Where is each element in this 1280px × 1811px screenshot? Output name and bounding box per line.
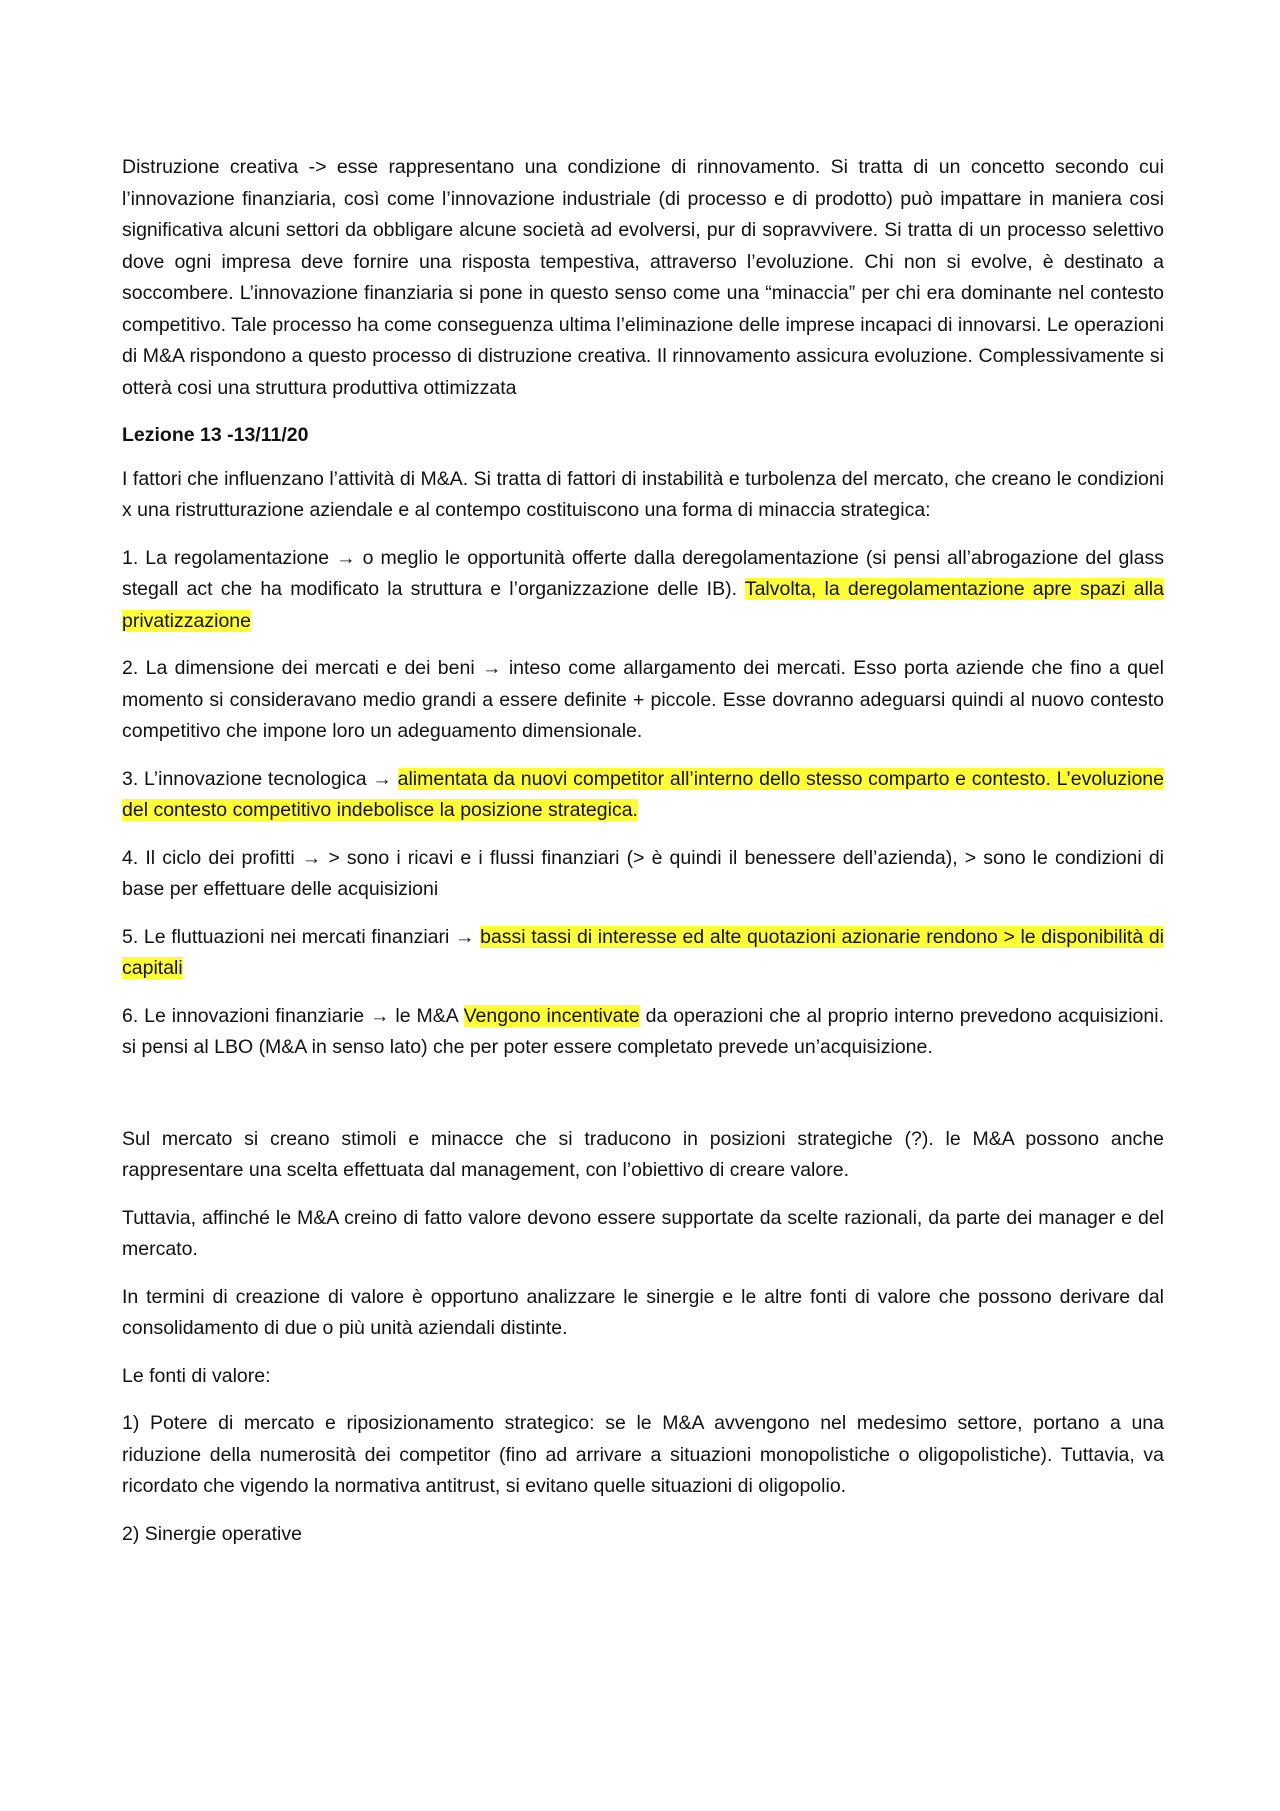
factors-intro-paragraph: I fattori che influenzano l’attività di M&A. Si tratta di fattori di instabilità e turbolenza del mercato, che creano le condizioni x una ristrutturazione aziendale e al contempo costituiscono una forma di minaccia strategica: (122, 467, 1164, 521)
however-paragraph: Tuttavia, affinché le M&A creino di fatto valore devono essere supportate da scelte razionali, da parte dei manager e del mercato. (122, 1206, 1164, 1260)
lesson-heading: Lezione 13 -13/11/20 (122, 424, 309, 446)
highlighted-text: bassi tassi di interesse ed alte quotazioni azionarie rendono > le disponibilità di capitali (122, 925, 1164, 979)
blank-line (122, 1080, 1164, 1124)
source-item-1: 1) Potere di mercato e riposizionamento strategico: se le M&A avvengono nel medesimo settore, portano a una riduzione della numerosità dei competitor (fino ad arrivare a situazioni monopolistiche o oligopolistiche). Tuttavia, va ricordato che vigendo la normativa antitrust, si evitano quelle situazioni di oligopolio. (122, 1412, 1164, 1497)
highlighted-text: Talvolta, la deregolamentazione apre spazi alla privatizzazione (122, 578, 1164, 632)
value-paragraph: In termini di creazione di valore è opportuno analizzare le sinergie e le altre fonti di valore che possono derivare dal consolidamento di due o più unità aziendali distinte. (122, 1285, 1164, 1339)
factor-text: 3. L’innovazione tecnologica → (122, 767, 398, 790)
factor-item-1 (122, 543, 1164, 638)
document-page (122, 152, 1164, 1566)
highlighted-text: alimentata da nuovi competitor all’interno dello stesso comparto e contesto. L’evoluzione del contesto competitivo indebolisce la posizione strategica. (122, 767, 1164, 821)
factor-text: 6. Le innovazioni finanziarie → le M&A (122, 1004, 464, 1027)
market-paragraph: Sul mercato si creano stimoli e minacce che si traducono in posizioni strategiche (?). le M&A possono anche rappresentare una scelta effettuata dal management, con l’obiettivo di creare valore. (122, 1127, 1164, 1181)
source-item-2: 2) Sinergie operative (122, 1522, 302, 1545)
factor-text: 1. La regolamentazione → o meglio le opportunità offerte dalla deregolamentazione (si pensi all’abrogazione del glass stegall act che ha modificato la struttura e l’organizzazione delle IB). (122, 546, 1164, 600)
factor-item-2 (122, 653, 1164, 748)
highlighted-text: Vengono incentivate (463, 1004, 640, 1027)
factor-text: 5. Le fluttuazioni nei mercati finanziari → (122, 925, 481, 948)
factor-text: 4. Il ciclo dei profitti → > sono i ricavi e i flussi finanziari (> è quindi il benessere dell’azienda), > sono le condizioni di base per effettuare delle acquisizioni (122, 846, 1164, 900)
factor-item-4 (122, 843, 1164, 906)
factor-text-after: da operazioni che al proprio interno prevedono acquisizioni. si pensi al LBO (M&A in senso lato) che per poter essere completato prevede un’acquisizione. (122, 1004, 1164, 1058)
factor-text: 2. La dimensione dei mercati e dei beni → inteso come allargamento dei mercati. Esso porta aziende che fino a quel momento si consideravano medio grandi a essere definite + piccole. Esse dovranno adeguarsi quindi al nuovo contesto competitivo che impone loro un adeguamento dimensionale. (122, 657, 1164, 742)
factor-item-3 (122, 764, 1164, 827)
factor-item-5 (122, 922, 1164, 985)
factor-item-6 (122, 1001, 1164, 1064)
intro-paragraph: Distruzione creativa -> esse rappresentano una condizione di rinnovamento. Si tratta di un concetto secondo cui l’innovazione finanziaria, così come l’innovazione industriale (di processo e di prodotto) può impattare in maniera cosi significativa alcuni settori da obbligare alcune società ad evolversi, pur di sopravvivere. Si tratta di un processo selettivo dove ogni impresa deve fornire una risposta tempestiva, attraverso l’evoluzione. Chi non si evolve, è destinato a soccombere. L’innovazione finanziaria si pone in questo senso come una “minaccia” per chi era dominante nel contesto competitivo. Tale processo ha come conseguenza ultima l’eliminazione delle imprese incapaci di innovarsi. Le operazioni di M&A rispondono a questo processo di distruzione creativa. Il rinnovamento assicura evoluzione. Complessivamente si otterà cosi una struttura produttiva ottimizzata (122, 156, 1164, 399)
sources-heading: Le fonti di valore: (122, 1364, 271, 1387)
